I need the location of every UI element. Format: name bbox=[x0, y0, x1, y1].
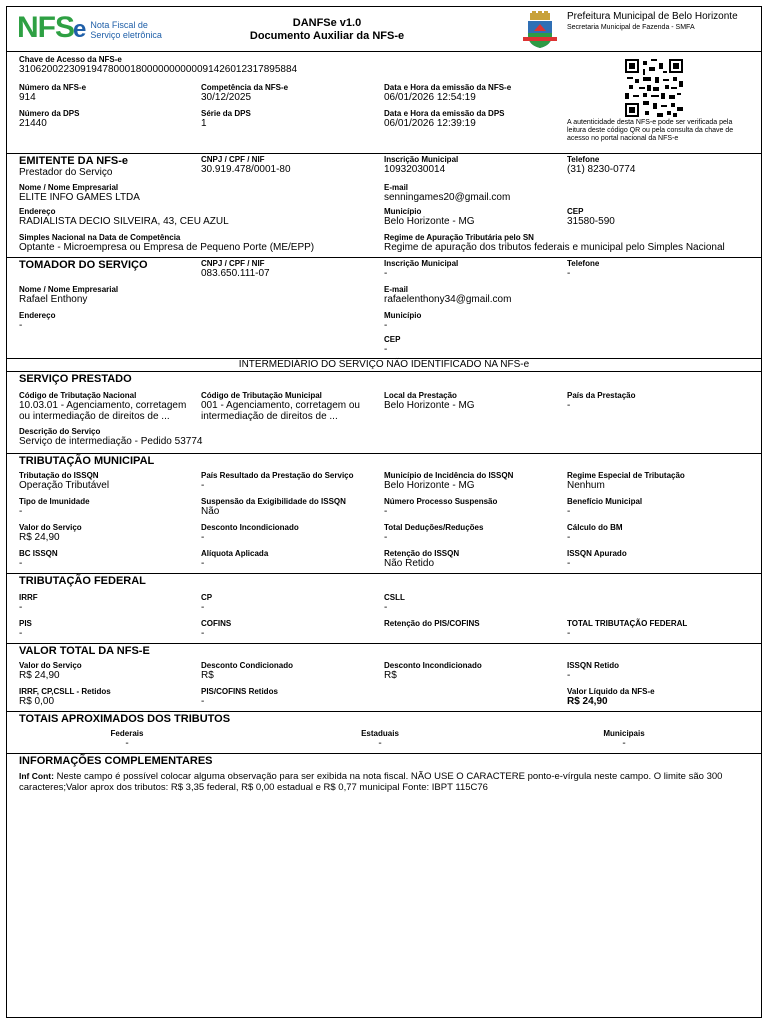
codigo-tributacao-nacional: Código de Tributação Nacional 10.03.01 - Agenciamento, corretagem ou intermediação de direitos de ... bbox=[19, 391, 187, 422]
regime-especial: Regime Especial de Tributação Nenhum bbox=[567, 471, 685, 491]
servico-header: SERVIÇO PRESTADO bbox=[19, 373, 132, 385]
valor-total-header: VALOR TOTAL DA NFS-E bbox=[19, 645, 150, 657]
desconto-condicionado: Desconto Condicionado R$ bbox=[201, 661, 293, 681]
chave-acesso: Chave de Acesso da NFS-e 31062002230919478000180000000000091426012317895884 bbox=[19, 55, 298, 75]
prefeitura-info: Prefeitura Municipal de Belo Horizonte Secretaria Municipal de Fazenda - SMFA bbox=[567, 11, 738, 31]
informacoes-complementares-header: INFORMAÇÕES COMPLEMENTARES bbox=[19, 755, 213, 767]
tributos-municipais: Municipais - bbox=[603, 729, 645, 749]
emitente-simples-nacional: Simples Nacional na Data de Competência Optante - Microempresa ou Empresa de Pequeno Porte (ME/EPP) bbox=[19, 233, 315, 253]
divider bbox=[7, 453, 761, 454]
divider bbox=[7, 711, 761, 712]
informacoes-complementares-text: Inf Cont: Neste campo é possível colocar alguma observação para ser exibida na nota fiscal. NÃO USE O CARACTERE ponto-e-vírgula neste campo. O limite são 300 caracteres;Valor aprox dos tributos: R$ 3,35 federal, R$ 0,00 estadual e R$ 0,77 municipal Fonte: IBPT 115C76 bbox=[19, 771, 723, 793]
desconto-incondicionado: Desconto Incondicionado - bbox=[201, 523, 299, 543]
document-header bbox=[7, 7, 761, 52]
tributacao-federal-header: TRIBUTAÇÃO FEDERAL bbox=[19, 575, 146, 587]
divider bbox=[7, 753, 761, 754]
data-emissao-dps: Data e Hora da emissão da DPS 06/01/2026 12:39:19 bbox=[384, 109, 505, 129]
tomador-endereco: Endereço - bbox=[19, 311, 56, 331]
numero-dps: Número da DPS 21440 bbox=[19, 109, 80, 129]
tomador-telefone: Telefone - bbox=[567, 259, 600, 279]
tributos-estaduais: Estaduais - bbox=[361, 729, 399, 749]
valor-servico: Valor do Serviço R$ 24,90 bbox=[19, 523, 82, 543]
valor-liquido: Valor Líquido da NFS-e R$ 24,90 bbox=[567, 687, 655, 707]
tomador-cep: CEP - bbox=[384, 335, 401, 355]
emitente-municipio: Município Belo Horizonte - MG bbox=[384, 207, 475, 227]
retencao-pis-cofins: Retenção do PIS/COFINS bbox=[384, 619, 480, 628]
emitente-header: EMITENTE DA NFS-e Prestador do Serviço bbox=[19, 155, 128, 178]
divider bbox=[7, 371, 761, 372]
local-prestacao: Local da Prestação Belo Horizonte - MG bbox=[384, 391, 475, 411]
tomador-email: E-mail rafaelenthony34@gmail.com bbox=[384, 285, 512, 305]
tributacao-issqn: Tributação do ISSQN Operação Tributável bbox=[19, 471, 110, 491]
issqn-retido: ISSQN Retido - bbox=[567, 661, 620, 681]
retencao-issqn: Retenção do ISSQN Não Retido bbox=[384, 549, 460, 569]
tipo-imunidade: Tipo de Imunidade - bbox=[19, 497, 90, 517]
danfse-document bbox=[6, 6, 762, 1018]
irrf: IRRF - bbox=[19, 593, 38, 613]
numero-nfse: Número da NFS-e 914 bbox=[19, 83, 87, 103]
bc-issqn: BC ISSQN - bbox=[19, 549, 58, 569]
divider bbox=[7, 153, 761, 154]
tomador-municipio: Município - bbox=[384, 311, 422, 331]
valor-total-desconto-incondicionado: Desconto Incondicionado R$ bbox=[384, 661, 482, 681]
tomador-nome: Nome / Nome Empresarial Rafael Enthony bbox=[19, 285, 119, 305]
document-title: DANFSe v1.0 Documento Auxiliar da NFS-e bbox=[249, 17, 405, 42]
pais-resultado: País Resultado da Prestação do Serviço - bbox=[201, 471, 354, 491]
suspensao-exigibilidade: Suspensão da Exigibilidade do ISSQN Não bbox=[201, 497, 346, 517]
emitente-inscricao: Inscrição Municipal 10932030014 bbox=[384, 155, 459, 175]
total-deducoes: Total Deduções/Reduções - bbox=[384, 523, 484, 543]
cofins: COFINS - bbox=[201, 619, 232, 639]
valor-total-servico: Valor do Serviço R$ 24,90 bbox=[19, 661, 82, 681]
cp: CP - bbox=[201, 593, 213, 613]
total-tributacao-federal: TOTAL TRIBUTAÇÃO FEDERAL - bbox=[567, 619, 688, 639]
aliquota-aplicada: Alíquota Aplicada - bbox=[201, 549, 269, 569]
emitente-nome: Nome / Nome Empresarial ELITE INFO GAMES LTDA bbox=[19, 183, 140, 203]
tributos-federais: Federais - bbox=[110, 729, 144, 749]
divider bbox=[7, 573, 761, 574]
descricao-servico: Descrição do Serviço Serviço de intermediação - Pedido 53774 bbox=[19, 427, 203, 447]
pais-prestacao: País da Prestação - bbox=[567, 391, 636, 411]
codigo-tributacao-municipal: Código de Tributação Municipal 001 - Agenciamento, corretagem ou intermediação de direitos de ... bbox=[201, 391, 360, 422]
emitente-email: E-mail senningames20@gmail.com bbox=[384, 183, 511, 203]
tomador-inscricao: Inscrição Municipal - bbox=[384, 259, 459, 279]
emitente-endereco: Endereço RADIALISTA DECIO SILVEIRA, 43, CEU AZUL bbox=[19, 207, 229, 227]
totais-aproximados-header: TOTAIS APROXIMADOS DOS TRIBUTOS bbox=[19, 713, 231, 725]
emitente-telefone: Telefone (31) 8230-0774 bbox=[567, 155, 636, 175]
qr-code-icon bbox=[625, 59, 683, 117]
city-crest-icon bbox=[521, 11, 559, 49]
divider bbox=[7, 257, 761, 258]
competencia: Competência da NFS-e 30/12/2025 bbox=[201, 83, 289, 103]
pis: PIS - bbox=[19, 619, 32, 639]
emitente-regime: Regime de Apuração Tributária pelo SN Regime de apuração dos tributos federais e municipal pelo Simples Nacional bbox=[384, 233, 725, 253]
data-emissao-nfse: Data e Hora da emissão da NFS-e 06/01/2026 12:54:19 bbox=[384, 83, 512, 103]
irrf-cp-csll-retidos: IRRF, CP,CSLL - Retidos R$ 0,00 bbox=[19, 687, 111, 707]
intermediario-notice: INTERMEDIÁRIO DO SERVIÇO NÃO IDENTIFICADO NA NFS-e bbox=[238, 359, 530, 370]
nfse-logo: NFS e Nota Fiscal de Serviço eletrônica bbox=[17, 11, 162, 44]
serie-dps: Série da DPS 1 bbox=[201, 109, 251, 129]
emitente-cnpj: CNPJ / CPF / NIF 30.919.478/0001-80 bbox=[201, 155, 291, 175]
pis-cofins-retidos: PIS/COFINS Retidos - bbox=[201, 687, 278, 707]
tomador-cnpj: CNPJ / CPF / NIF 083.650.111-07 bbox=[201, 259, 270, 279]
beneficio-municipal: Benefício Municipal - bbox=[567, 497, 643, 517]
issqn-apurado: ISSQN Apurado - bbox=[567, 549, 627, 569]
calculo-bm: Cálculo do BM - bbox=[567, 523, 623, 543]
tomador-header: TOMADOR DO SERVIÇO bbox=[19, 259, 148, 271]
csll: CSLL - bbox=[384, 593, 405, 613]
qr-code-note: A autenticidade desta NFS-e pode ser verificada pela leitura deste código QR ou pela consulta da chave de acesso no portal nacional da NFS-e bbox=[567, 119, 734, 142]
divider bbox=[7, 643, 761, 644]
numero-processo: Número Processo Suspensão - bbox=[384, 497, 498, 517]
emitente-cep: CEP 31580-590 bbox=[567, 207, 615, 227]
tributacao-municipal-header: TRIBUTAÇÃO MUNICIPAL bbox=[19, 455, 155, 467]
municipio-incidencia: Município de Incidência do ISSQN Belo Horizonte - MG bbox=[384, 471, 514, 491]
